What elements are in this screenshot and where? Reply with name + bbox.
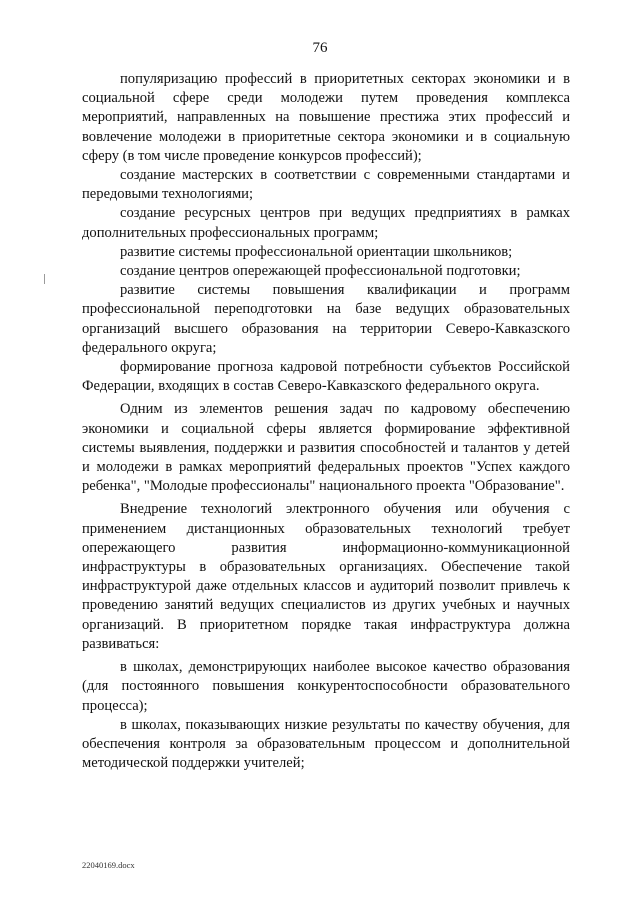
paragraph: Внедрение технологий электронного обучения или обучения с применением дистанционных образовательных технологий требует опережающего развития информационно-коммуникационной инфраструктуры в образовательных организациях. Обеспечение такой инфраструктурой даже отдельных классов и аудиторий позволит привлечь к проведению занятий ведущих специалистов из других учебных и научных организаций. В приоритетном порядке такая инфраструктура должна развиваться:	[82, 501, 570, 652]
paragraph: формирование прогноза кадровой потребности субъектов Российской Федерации, входящих в состав Северо-Кавказского федерального округа.	[82, 359, 570, 395]
paragraph: развитие системы повышения квалификации и программ профессиональной переподготовки на базе ведущих образовательных организаций высшего образования на территории Северо-Кавказского федерального округа;	[82, 282, 570, 356]
paragraph: в школах, демонстрирующих наиболее высокое качество образования (для постоянного повышения конкурентоспособности образовательного процесса);	[82, 659, 570, 714]
footer-filename: 22040169.docx	[82, 860, 135, 870]
paragraph: в школах, показывающих низкие результаты по качеству обучения, для обеспечения контроля за образовательным процессом и дополнительной методической поддержки учителей;	[82, 716, 570, 772]
paragraph: популяризацию профессий в приоритетных секторах экономики и в социальной сфере среди молодежи путем проведения комплекса мероприятий, направленных на повышение престижа этих профессий и вовлечение молодежи в приоритетные сектора экономики и в социальную сферу (в том числе проведение конкурсов профессий);	[82, 71, 570, 164]
paragraph: создание мастерских в соответствии с современными стандартами и передовыми технологиями;	[82, 167, 570, 203]
body-text	[82, 70, 570, 773]
page-number: 76	[312, 40, 328, 56]
paragraph: Одним из элементов решения задач по кадровому обеспечению экономики и социальной сферы является формирование эффективной системы выявления, поддержки и развития способностей и талантов у детей и молодежи в рамках мероприятий федеральных проектов "Успех каждого ребенка", "Молодые профессионалы" национального проекта "Образование".	[82, 401, 570, 495]
paragraph: развитие системы профессиональной ориентации школьников;	[120, 243, 513, 260]
paragraph: создание ресурсных центров при ведущих предприятиях в рамках дополнительных профессиональных программ;	[82, 205, 570, 241]
paragraph: создание центров опережающей профессиональной подготовки;	[120, 263, 521, 280]
margin-mark	[44, 274, 45, 284]
